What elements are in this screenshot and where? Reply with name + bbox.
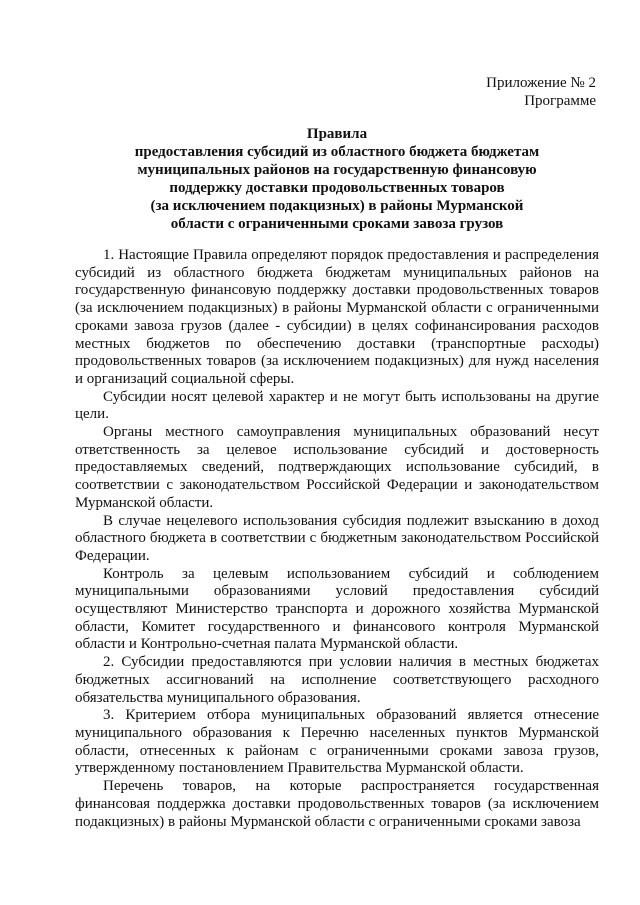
- paragraph-6: 2. Субсидии предоставляются при условии наличия в местных бюджетах бюджетных ассигнований на исполнение соответствующего расходного обязательства муниципального образования.: [75, 654, 599, 706]
- paragraph-1: 1. Настоящие Правила определяют порядок предоставления и распределения субсидий из областного бюджета бюджетам муниципальных районов на государственную финансовую поддержку доставки продовольственных товаров (за исключением подакцизных) в районы Мурманской области с ограниченными сроками завоза грузов (далее - субсидии) в целях софинансирования расходов местных бюджетов по обеспечению доставки (транспортные расходы) продовольственных товаров (за исключением подакцизных) для нужд населения и организаций социальной сферы.: [75, 247, 599, 387]
- title-line-4: (за исключением подакцизных) в районы Мурманской: [150, 198, 524, 214]
- paragraph-8: Перечень товаров, на которые распространяется государственная финансовая поддержка доставки продовольственных товаров (за исключением подакцизных) в районы Мурманской области с ограниченными сроками завоза: [75, 778, 599, 830]
- title-heading: Правила: [306, 126, 368, 142]
- title-line-2: муниципальных районов на государственную финансовую: [137, 162, 537, 178]
- document-body: [75, 247, 599, 831]
- appendix-number: Приложение № 2: [486, 75, 596, 91]
- appendix-program: Программе: [524, 93, 596, 109]
- document-title: [74, 125, 600, 233]
- paragraph-4: В случае нецелевого использования субсидия подлежит взысканию в доход областного бюджета в соответствии с бюджетным законодательством Российской Федерации.: [75, 512, 599, 564]
- title-line-5: области с ограниченными сроками завоза грузов: [170, 216, 504, 232]
- paragraph-5: Контроль за целевым использованием субсидий и соблюдением муниципальными образованиями условий предоставления субсидий осуществляют Министерство транспорта и дорожного хозяйства Мурманской области, Комитет государственного и финансового контроля Мурманской области и Контрольно-счетная палата Мурманской области.: [75, 565, 599, 653]
- paragraph-7: 3. Критерием отбора муниципальных образований является отнесение муниципального образования к Перечню населенных пунктов Мурманской области, отнесенных к районам с ограниченными сроками завоза грузов, утвержденному постановлением Правительства Мурманской области.: [75, 707, 599, 777]
- title-line-3: поддержку доставки продовольственных товаров: [169, 180, 505, 196]
- paragraph-3: Органы местного самоуправления муниципальных образований несут ответственность за целевое использование субсидий и достоверность предоставляемых сведений, подтверждающих использование субсидий, в соответствии с законодательством Российской Федерации и законодательством Мурманской области.: [75, 424, 599, 511]
- paragraph-2: Субсидии носят целевой характер и не могут быть использованы на другие цели.: [75, 388, 599, 423]
- appendix-header: [486, 74, 596, 110]
- title-line-1: предоставления субсидий из областного бюджета бюджетам: [134, 144, 540, 160]
